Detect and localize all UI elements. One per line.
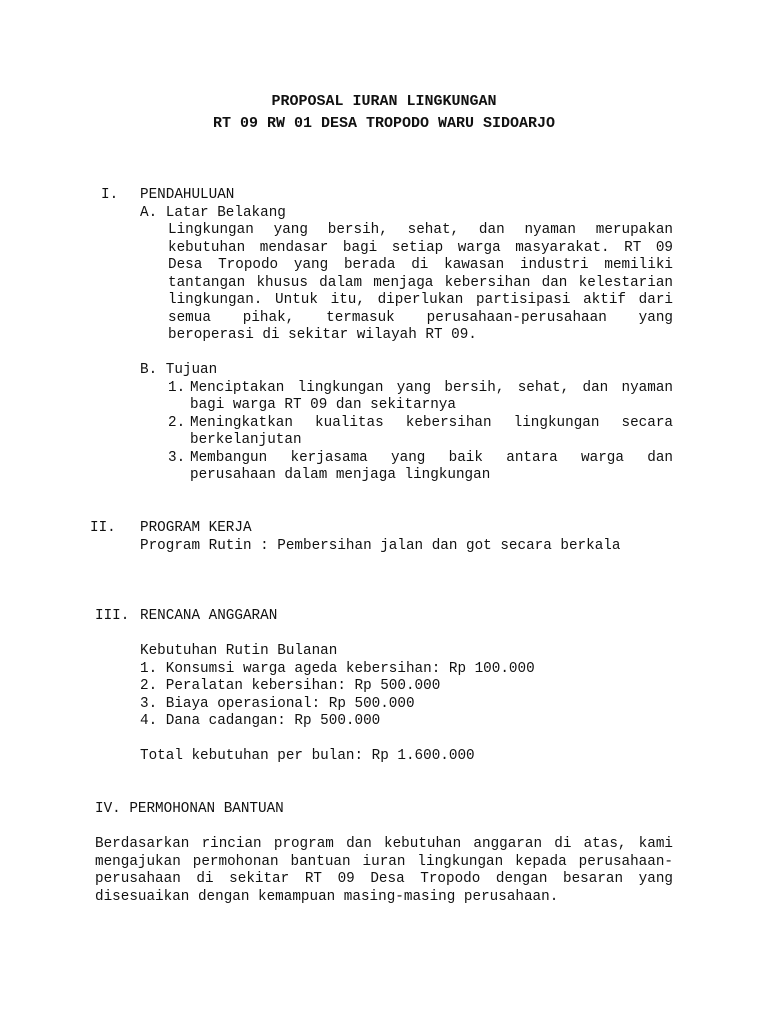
permohonan-line: mengajukan permohonan bantuan iuran lingkungan kepada perusahaan- <box>95 854 673 870</box>
section-2-numeral: II. <box>90 520 116 536</box>
budget-item: 1. Konsumsi warga ageda kebersihan: Rp 100.000 <box>140 661 535 677</box>
budget-item: 2. Peralatan kebersihan: Rp 500.000 <box>140 678 441 694</box>
tujuan-item-number: 2. <box>168 415 186 431</box>
tujuan-item-line: bagi warga RT 09 dan sekitarnya <box>190 397 456 413</box>
permohonan-line: perusahaan di sekitar RT 09 Desa Tropodo dengan besaran yang <box>95 871 673 887</box>
latar-belakang-line: semua pihak, termasuk perusahaan-perusahaan yang <box>168 310 673 326</box>
latar-belakang-line: Desa Tropodo yang berada di kawasan industri memiliki <box>168 257 673 273</box>
tujuan-item-line: perusahaan dalam menjaga lingkungan <box>190 467 491 483</box>
latar-belakang-line: lingkungan. Untuk itu, diperlukan partisipasi aktif dari <box>168 292 673 308</box>
latar-belakang-line: beroperasi di sekitar wilayah RT 09. <box>168 327 477 343</box>
document-subtitle: RT 09 RW 01 DESA TROPODO WARU SIDOARJO <box>212 115 556 132</box>
subsection-a-label: A. Latar Belakang <box>140 205 286 221</box>
budget-subheading: Kebutuhan Rutin Bulanan <box>140 643 338 659</box>
permohonan-line: Berdasarkan rincian program dan kebutuhan anggaran di atas, kami <box>95 836 673 852</box>
document-title: PROPOSAL IURAN LINGKUNGAN <box>271 93 497 110</box>
subsection-b-label: B. Tujuan <box>140 362 218 378</box>
latar-belakang-line: kebutuhan mendasar bagi setiap warga masyarakat. RT 09 <box>168 240 673 256</box>
program-rutin-line: Program Rutin : Pembersihan jalan dan got secara berkala <box>140 538 621 554</box>
budget-item: 4. Dana cadangan: Rp 500.000 <box>140 713 381 729</box>
section-3-heading: RENCANA ANGGARAN <box>140 608 278 624</box>
tujuan-item-number: 3. <box>168 450 186 466</box>
tujuan-item-line: berkelanjutan <box>190 432 302 448</box>
permohonan-line: disesuaikan dengan kemampuan masing-masing perusahaan. <box>95 889 559 905</box>
section-1-numeral: I. <box>101 187 119 203</box>
tujuan-item-line: Membangun kerjasama yang baik antara warga dan <box>190 450 673 466</box>
tujuan-item-line: Menciptakan lingkungan yang bersih, sehat, dan nyaman <box>190 380 673 396</box>
budget-item: 3. Biaya operasional: Rp 500.000 <box>140 696 415 712</box>
tujuan-item-number: 1. <box>168 380 186 396</box>
latar-belakang-line: Lingkungan yang bersih, sehat, dan nyaman merupakan <box>168 222 673 238</box>
section-3-numeral: III. <box>95 608 130 624</box>
latar-belakang-line: tantangan khusus dalam menjaga kebersihan dan kelestarian <box>168 275 673 291</box>
section-1-heading: PENDAHULUAN <box>140 187 235 203</box>
budget-total: Total kebutuhan per bulan: Rp 1.600.000 <box>140 748 475 764</box>
tujuan-item-line: Meningkatkan kualitas kebersihan lingkungan secara <box>190 415 673 431</box>
section-4-heading: IV. PERMOHONAN BANTUAN <box>95 801 284 817</box>
section-2-heading: PROGRAM KERJA <box>140 520 252 536</box>
